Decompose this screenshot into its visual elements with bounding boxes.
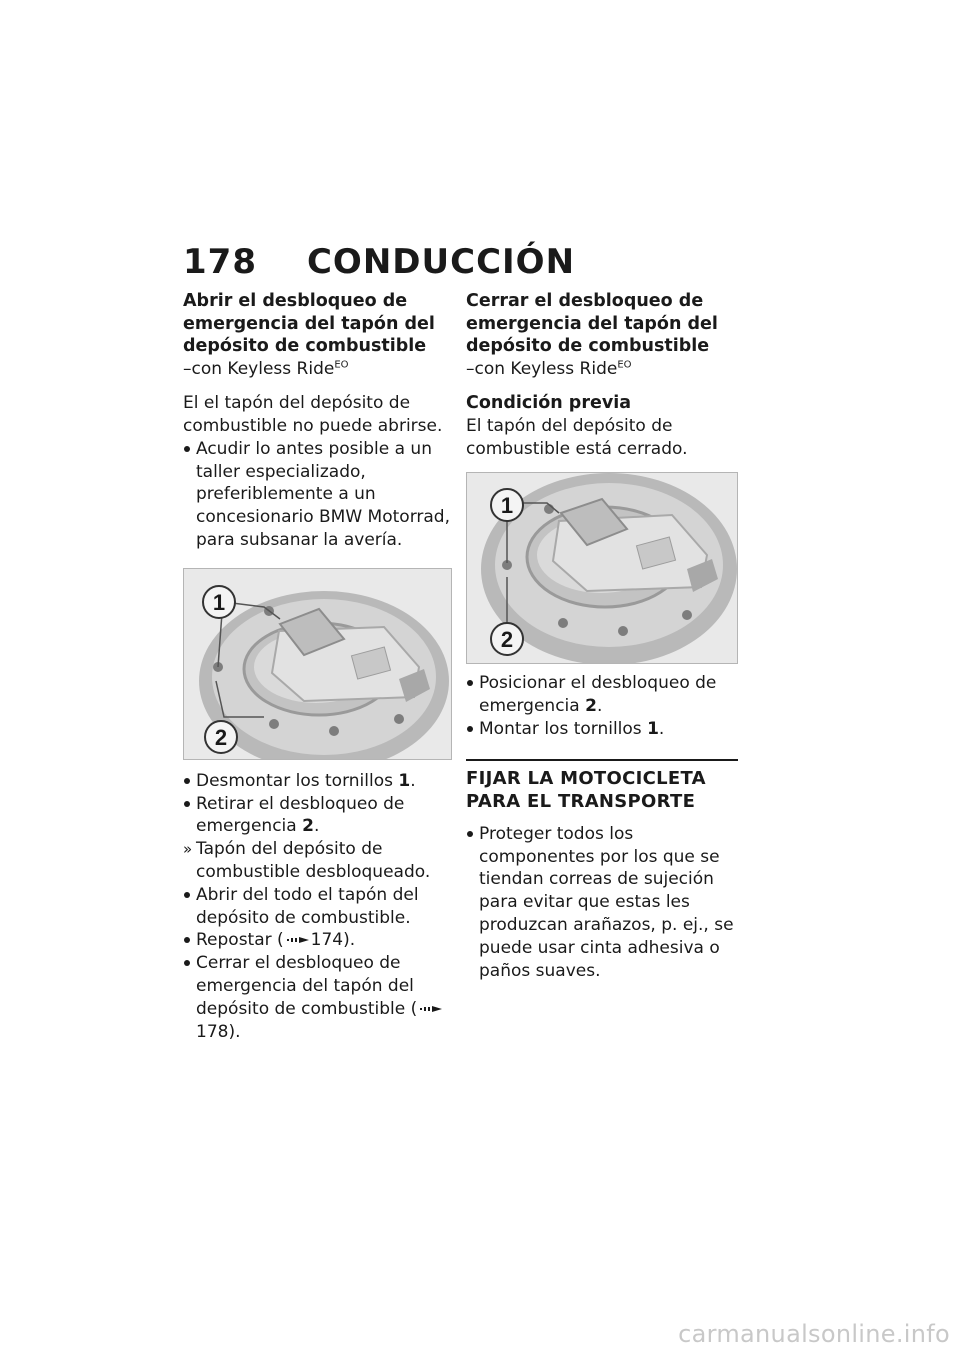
list-item-text: Montar los tornillos <box>479 718 648 739</box>
list-item <box>183 438 458 552</box>
list-item <box>183 952 458 1043</box>
watermark: carmanualsonline.info <box>678 1320 950 1348</box>
right-column <box>466 290 738 982</box>
right-variant <box>466 358 738 381</box>
page-header <box>183 242 575 282</box>
prereq-title: Condición previa <box>466 393 632 414</box>
figure-label-2: 2 <box>214 724 228 750</box>
section-title: FIJAR LA MOTOCICLETA PARA EL TRANSPORTE <box>466 767 706 812</box>
chapter-title: CONDUCCIÓN <box>306 242 576 282</box>
page-number: 178 <box>183 242 257 282</box>
left-variant-text: –con Keyless Ride <box>183 358 335 379</box>
fuel-cap-figure-left <box>183 568 452 760</box>
fuel-cap-figure-right <box>466 472 738 664</box>
list-item <box>183 793 458 839</box>
list-item-result <box>183 838 458 884</box>
list-item <box>466 672 738 718</box>
ref-number: 1 <box>398 770 411 791</box>
section-steps <box>466 823 738 983</box>
list-item-end: . <box>658 718 665 739</box>
list-item <box>466 718 738 741</box>
prereq-text: El tapón del depósito de combustible está cerrado. <box>466 415 688 459</box>
left-steps-after <box>183 770 458 1044</box>
ref-number: 2 <box>585 696 597 717</box>
right-heading: Cerrar el desbloqueo de emergencia del tapón del depósito de combustible <box>466 291 718 356</box>
left-intro: El el tapón del depósito de combustible no puede abrirse. <box>183 393 443 437</box>
list-item <box>183 884 458 930</box>
list-item-text: Posicionar el desbloqueo de emergencia <box>479 673 717 717</box>
list-item-end: . <box>410 770 416 791</box>
list-item-end: . <box>596 696 603 717</box>
list-item-text: Desmontar los tornillos <box>196 770 399 791</box>
page-reference[interactable]: 174 <box>310 930 344 951</box>
list-item-text: Acudir lo antes posible a un taller especializado, preferiblemente a un concesionario BMW Motorrad, para subsanar la avería. <box>196 438 450 551</box>
figure-label-1: 1 <box>500 493 514 519</box>
page-reference-arrow-icon <box>287 935 309 945</box>
left-column <box>183 290 458 1043</box>
list-item-text: Proteger todos los componentes por los que se tiendan correas de sujeción para evitar que estas les produzcan arañazos, p. ej., se puede usar cinta adhesiva o paños suaves. <box>479 823 734 981</box>
page-reference[interactable]: 178 <box>196 1021 229 1042</box>
list-item-text: Abrir del todo el tapón del depósito de combustible. <box>196 884 419 928</box>
right-variant-sup: EO <box>617 358 632 370</box>
list-item <box>466 823 738 983</box>
list-item-text: Cerrar el desbloqueo de emergencia del tapón del depósito de combustible ( <box>196 953 418 1019</box>
left-variant <box>183 358 458 381</box>
list-item <box>183 770 458 793</box>
list-item-end: ). <box>228 1021 241 1042</box>
left-steps-before <box>183 438 458 552</box>
fuel-cap-diagram-icon <box>184 569 451 759</box>
figure-label-1: 1 <box>212 589 226 615</box>
right-variant-text: –con Keyless Ride <box>466 358 618 379</box>
left-heading: Abrir el desbloqueo de emergencia del tapón del depósito de combustible <box>183 291 435 356</box>
list-item-text: Retirar el desbloqueo de emergencia <box>196 793 405 837</box>
fuel-cap-diagram-icon <box>467 473 737 663</box>
list-item-text: Tapón del depósito de combustible desbloqueado. <box>196 839 431 883</box>
left-variant-sup: EO <box>334 358 349 370</box>
figure-label-2: 2 <box>500 627 514 653</box>
page-reference-arrow-icon <box>420 1004 442 1014</box>
ref-number: 2 <box>302 816 314 837</box>
right-steps <box>466 672 738 740</box>
list-item-end: . <box>313 816 320 837</box>
list-item-text: Repostar ( <box>196 930 284 951</box>
list-item-end: ). <box>343 930 356 951</box>
ref-number: 1 <box>647 718 659 739</box>
section-divider <box>466 759 738 813</box>
list-item <box>183 929 458 952</box>
